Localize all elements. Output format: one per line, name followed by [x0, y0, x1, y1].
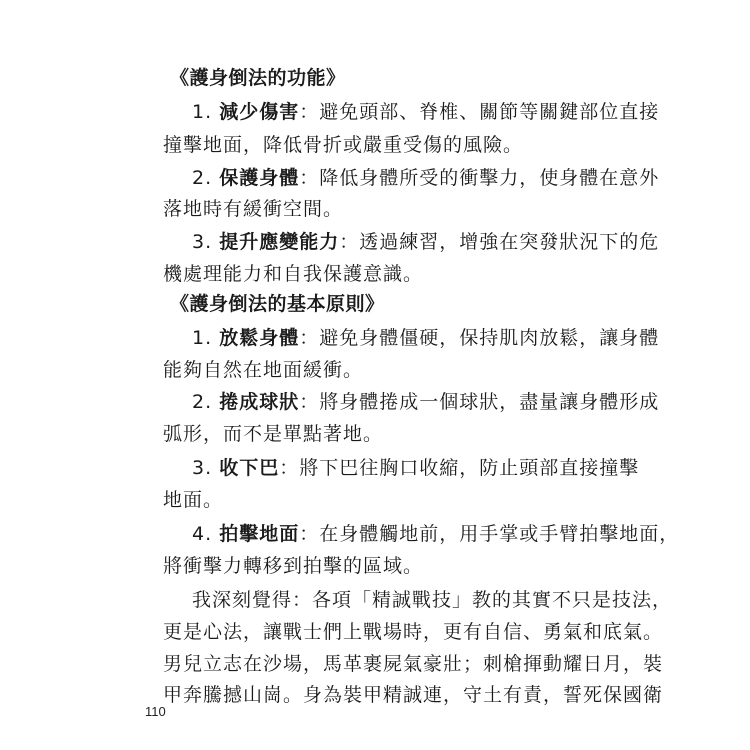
- item-text: ：避免頭部、脊椎、關節等關鍵部位直接: [299, 101, 660, 123]
- item-term: 放鬆身體: [219, 327, 300, 349]
- item-number: 1.: [192, 101, 213, 123]
- item-number: 1.: [192, 327, 213, 349]
- paragraph-line: 我深刻覺得：各項「精誠戰技」教的其實不只是技法，: [192, 589, 673, 611]
- list-item-first-line: [192, 230, 659, 254]
- list-item-second-line: 弧形，而不是單點著地。: [163, 423, 384, 445]
- item-term: 拍擊地面: [219, 523, 300, 545]
- section-heading-principles: 《護身倒法的基本原則》: [170, 293, 385, 315]
- item-text: ：將下巴往胸口收縮，防止頭部直接撞擊: [279, 457, 640, 479]
- item-text: ：降低身體所受的衝擊力，使身體在意外: [299, 167, 660, 189]
- item-text: ：避免身體僵硬，保持肌肉放鬆，讓身體: [299, 327, 660, 349]
- item-number: 3.: [192, 457, 213, 479]
- page-number: 110: [145, 704, 166, 719]
- paragraph-line: 男兒立志在沙場，馬革裹屍氣豪壯；刺槍揮動耀日月，裝: [163, 653, 664, 675]
- item-term: 提升應變能力: [219, 231, 340, 253]
- item-text: ：將身體捲成一個球狀，盡量讓身體形成: [299, 391, 660, 413]
- item-text: ：在身體觸地前，用手掌或手臂拍擊地面，: [299, 523, 680, 545]
- list-item-first-line: [192, 100, 659, 124]
- item-term: 收下巴: [219, 457, 280, 479]
- list-item-second-line: 地面。: [163, 489, 224, 511]
- item-number: 3.: [192, 231, 213, 253]
- list-item-second-line: 落地時有緩衝空間。: [163, 198, 344, 220]
- item-term: 捲成球狀: [219, 391, 300, 413]
- list-item-first-line: [192, 456, 639, 480]
- list-item-second-line: 機處理能力和自我保護意識。: [163, 263, 424, 285]
- list-item-second-line: 撞擊地面，降低骨折或嚴重受傷的風險。: [163, 134, 524, 156]
- list-item-second-line: 能夠自然在地面緩衝。: [163, 359, 364, 381]
- list-item-second-line: 將衝擊力轉移到拍擊的區域。: [163, 555, 424, 577]
- item-number: 2.: [192, 391, 213, 413]
- item-term: 減少傷害: [219, 101, 300, 123]
- paragraph-line: 更是心法，讓戰士們上戰場時，更有自信、勇氣和底氣。: [163, 621, 664, 643]
- item-number: 2.: [192, 167, 213, 189]
- paragraph-line: 甲奔騰撼山崗。身為裝甲精誠連，守土有責，誓死保國衛: [163, 684, 664, 706]
- list-item-first-line: [192, 522, 679, 546]
- section-heading-functions: 《護身倒法的功能》: [170, 67, 346, 89]
- list-item-first-line: [192, 390, 659, 414]
- item-term: 保護身體: [219, 167, 300, 189]
- item-text: ：透過練習，增強在突發狀況下的危: [339, 231, 660, 253]
- item-number: 4.: [192, 523, 213, 545]
- list-item-first-line: [192, 166, 659, 190]
- list-item-first-line: [192, 326, 659, 350]
